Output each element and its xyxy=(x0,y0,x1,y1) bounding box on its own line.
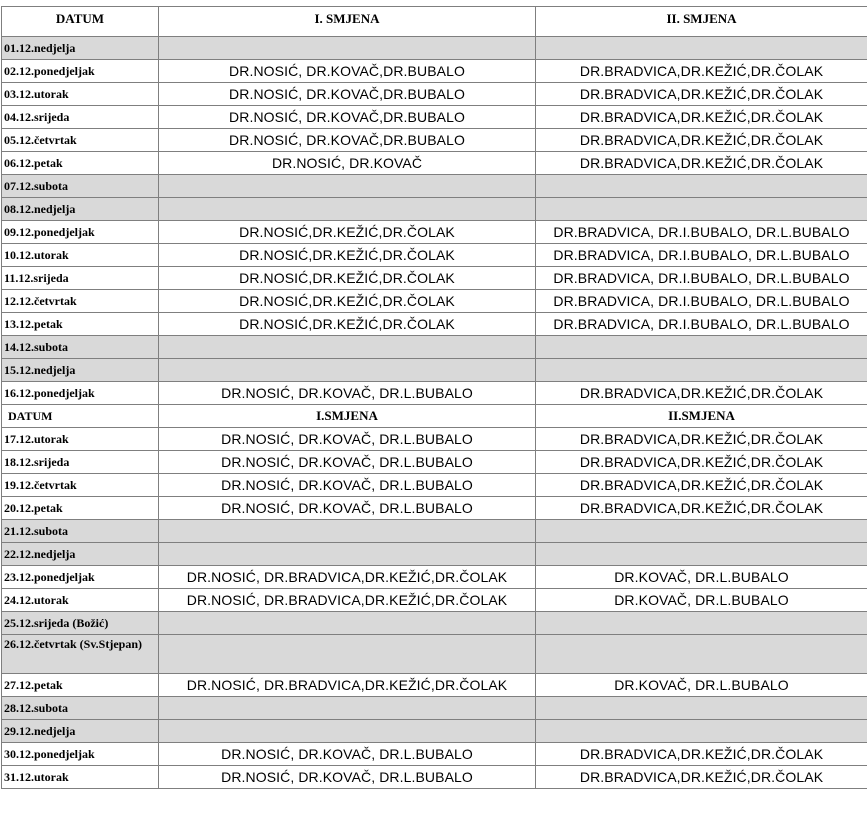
table-row xyxy=(2,520,867,543)
shift-1-doctors: DR.NOSIĆ, DR.BRADVICA,DR.KEŽIĆ,DR.ČOLAK xyxy=(159,566,536,589)
shift-2-doctors xyxy=(536,520,867,543)
shift-2-doctors xyxy=(536,359,867,382)
shift-2-doctors: DR.BRADVICA, DR.I.BUBALO, DR.L.BUBALO xyxy=(536,267,867,290)
shift-1-doctors xyxy=(159,697,536,720)
table-row xyxy=(2,474,867,497)
header-shift-2: II. SMJENA xyxy=(536,7,867,37)
shift-1-doctors: DR.NOSIĆ,DR.KEŽIĆ,DR.ČOLAK xyxy=(159,313,536,336)
shift-2-doctors: DR.BRADVICA, DR.I.BUBALO, DR.L.BUBALO xyxy=(536,313,867,336)
row-date: 09.12.ponedjeljak xyxy=(2,221,159,244)
shift-1-doctors: DR.NOSIĆ, DR.KOVAČ xyxy=(159,152,536,175)
shift-2-doctors xyxy=(536,37,867,60)
row-date: 05.12.četvrtak xyxy=(2,129,159,152)
table-row xyxy=(2,198,867,221)
shift-2-doctors: DR.BRADVICA, DR.I.BUBALO, DR.L.BUBALO xyxy=(536,221,867,244)
shift-2-doctors: DR.BRADVICA,DR.KEŽIĆ,DR.ČOLAK xyxy=(536,497,867,520)
table-row xyxy=(2,743,867,766)
row-date: 17.12.utorak xyxy=(2,428,159,451)
table-row xyxy=(2,313,867,336)
table-row xyxy=(2,382,867,405)
shift-1-doctors: DR.NOSIĆ, DR.KOVAČ, DR.L.BUBALO xyxy=(159,497,536,520)
row-date: 04.12.srijeda xyxy=(2,106,159,129)
table-row xyxy=(2,566,867,589)
shift-1-doctors: DR.NOSIĆ, DR.KOVAČ,DR.BUBALO xyxy=(159,83,536,106)
table-row xyxy=(2,674,867,697)
table-row xyxy=(2,106,867,129)
row-date: 29.12.nedjelja xyxy=(2,720,159,743)
shift-1-doctors xyxy=(159,543,536,566)
row-date: 26.12.četvrtak (Sv.Stjepan) xyxy=(2,635,159,674)
subheader-shift-1: I.SMJENA xyxy=(159,405,536,428)
shift-1-doctors: DR.NOSIĆ, DR.KOVAČ, DR.L.BUBALO xyxy=(159,451,536,474)
table-row xyxy=(2,175,867,198)
shift-2-doctors: DR.BRADVICA,DR.KEŽIĆ,DR.ČOLAK xyxy=(536,129,867,152)
shift-1-doctors: DR.NOSIĆ, DR.KOVAČ,DR.BUBALO xyxy=(159,106,536,129)
row-date: 20.12.petak xyxy=(2,497,159,520)
row-date: 22.12.nedjelja xyxy=(2,543,159,566)
header-shift-1: I. SMJENA xyxy=(159,7,536,37)
row-date: DATUM xyxy=(2,405,159,428)
row-date: 06.12.petak xyxy=(2,152,159,175)
shift-1-doctors xyxy=(159,198,536,221)
row-date: 27.12.petak xyxy=(2,674,159,697)
shift-2-doctors: DR.BRADVICA,DR.KEŽIĆ,DR.ČOLAK xyxy=(536,83,867,106)
table-row xyxy=(2,37,867,60)
shift-1-doctors xyxy=(159,520,536,543)
shift-2-doctors: DR.BRADVICA,DR.KEŽIĆ,DR.ČOLAK xyxy=(536,106,867,129)
shift-2-doctors xyxy=(536,336,867,359)
row-date: 08.12.nedjelja xyxy=(2,198,159,221)
shift-1-doctors: DR.NOSIĆ, DR.KOVAČ, DR.L.BUBALO xyxy=(159,743,536,766)
table-row xyxy=(2,221,867,244)
shift-2-doctors: DR.BRADVICA,DR.KEŽIĆ,DR.ČOLAK xyxy=(536,743,867,766)
row-date: 24.12.utorak xyxy=(2,589,159,612)
table-row xyxy=(2,60,867,83)
schedule-body xyxy=(2,7,867,789)
row-date: 11.12.srijeda xyxy=(2,267,159,290)
row-date: 14.12.subota xyxy=(2,336,159,359)
table-row xyxy=(2,635,867,674)
shift-2-doctors xyxy=(536,543,867,566)
table-row xyxy=(2,612,867,635)
table-row xyxy=(2,152,867,175)
table-row xyxy=(2,451,867,474)
table-row xyxy=(2,543,867,566)
shift-1-doctors: DR.NOSIĆ, DR.KOVAČ,DR.BUBALO xyxy=(159,60,536,83)
row-date: 18.12.srijeda xyxy=(2,451,159,474)
shift-1-doctors: DR.NOSIĆ, DR.KOVAČ,DR.BUBALO xyxy=(159,129,536,152)
shift-2-doctors: DR.BRADVICA,DR.KEŽIĆ,DR.ČOLAK xyxy=(536,152,867,175)
table-row xyxy=(2,428,867,451)
shift-1-doctors: DR.NOSIĆ,DR.KEŽIĆ,DR.ČOLAK xyxy=(159,267,536,290)
shift-2-doctors: DR.BRADVICA,DR.KEŽIĆ,DR.ČOLAK xyxy=(536,428,867,451)
table-row xyxy=(2,359,867,382)
row-date: 21.12.subota xyxy=(2,520,159,543)
row-date: 19.12.četvrtak xyxy=(2,474,159,497)
shift-1-doctors xyxy=(159,37,536,60)
shift-1-doctors: DR.NOSIĆ, DR.KOVAČ, DR.L.BUBALO xyxy=(159,428,536,451)
header-row xyxy=(2,7,867,37)
table-row xyxy=(2,497,867,520)
shift-1-doctors xyxy=(159,336,536,359)
shift-1-doctors: DR.NOSIĆ,DR.KEŽIĆ,DR.ČOLAK xyxy=(159,244,536,267)
table-row xyxy=(2,267,867,290)
shift-1-doctors: DR.NOSIĆ, DR.KOVAČ, DR.L.BUBALO xyxy=(159,382,536,405)
shift-2-doctors: DR.KOVAČ, DR.L.BUBALO xyxy=(536,566,867,589)
subheader-shift-2: II.SMJENA xyxy=(536,405,867,428)
row-date: 28.12.subota xyxy=(2,697,159,720)
shift-1-doctors xyxy=(159,612,536,635)
shift-1-doctors: DR.NOSIĆ, DR.BRADVICA,DR.KEŽIĆ,DR.ČOLAK xyxy=(159,589,536,612)
table-row xyxy=(2,290,867,313)
shift-1-doctors: DR.NOSIĆ, DR.BRADVICA,DR.KEŽIĆ,DR.ČOLAK xyxy=(159,674,536,697)
shift-2-doctors: DR.BRADVICA,DR.KEŽIĆ,DR.ČOLAK xyxy=(536,60,867,83)
shift-2-doctors: DR.BRADVICA, DR.I.BUBALO, DR.L.BUBALO xyxy=(536,290,867,313)
table-row xyxy=(2,720,867,743)
shift-2-doctors xyxy=(536,175,867,198)
table-row xyxy=(2,129,867,152)
header-date: DATUM xyxy=(2,7,159,37)
row-date: 16.12.ponedjeljak xyxy=(2,382,159,405)
shift-schedule-table xyxy=(1,6,867,789)
shift-2-doctors: DR.BRADVICA,DR.KEŽIĆ,DR.ČOLAK xyxy=(536,474,867,497)
shift-1-doctors: DR.NOSIĆ, DR.KOVAČ, DR.L.BUBALO xyxy=(159,474,536,497)
row-date: 07.12.subota xyxy=(2,175,159,198)
table-row xyxy=(2,244,867,267)
shift-2-doctors: DR.BRADVICA, DR.I.BUBALO, DR.L.BUBALO xyxy=(536,244,867,267)
row-date: 10.12.utorak xyxy=(2,244,159,267)
row-date: 03.12.utorak xyxy=(2,83,159,106)
shift-1-doctors xyxy=(159,175,536,198)
row-date: 12.12.četvrtak xyxy=(2,290,159,313)
row-date: 23.12.ponedjeljak xyxy=(2,566,159,589)
shift-2-doctors: DR.BRADVICA,DR.KEŽIĆ,DR.ČOLAK xyxy=(536,382,867,405)
row-date: 31.12.utorak xyxy=(2,766,159,789)
shift-2-doctors xyxy=(536,635,867,674)
shift-2-doctors xyxy=(536,612,867,635)
shift-2-doctors: DR.KOVAČ, DR.L.BUBALO xyxy=(536,589,867,612)
table-row xyxy=(2,83,867,106)
shift-2-doctors: DR.BRADVICA,DR.KEŽIĆ,DR.ČOLAK xyxy=(536,451,867,474)
table-row xyxy=(2,405,867,428)
shift-2-doctors xyxy=(536,720,867,743)
table-row xyxy=(2,697,867,720)
shift-1-doctors xyxy=(159,720,536,743)
shift-1-doctors xyxy=(159,359,536,382)
table-row xyxy=(2,589,867,612)
row-date: 02.12.ponedjeljak xyxy=(2,60,159,83)
shift-2-doctors: DR.BRADVICA,DR.KEŽIĆ,DR.ČOLAK xyxy=(536,766,867,789)
shift-2-doctors xyxy=(536,697,867,720)
shift-1-doctors: DR.NOSIĆ,DR.KEŽIĆ,DR.ČOLAK xyxy=(159,221,536,244)
table-row xyxy=(2,766,867,789)
table-row xyxy=(2,336,867,359)
shift-1-doctors xyxy=(159,635,536,674)
row-date: 13.12.petak xyxy=(2,313,159,336)
row-date: 01.12.nedjelja xyxy=(2,37,159,60)
shift-2-doctors: DR.KOVAČ, DR.L.BUBALO xyxy=(536,674,867,697)
shift-2-doctors xyxy=(536,198,867,221)
shift-1-doctors: DR.NOSIĆ, DR.KOVAČ, DR.L.BUBALO xyxy=(159,766,536,789)
shift-1-doctors: DR.NOSIĆ,DR.KEŽIĆ,DR.ČOLAK xyxy=(159,290,536,313)
row-date: 25.12.srijeda (Božić) xyxy=(2,612,159,635)
row-date: 15.12.nedjelja xyxy=(2,359,159,382)
row-date: 30.12.ponedjeljak xyxy=(2,743,159,766)
